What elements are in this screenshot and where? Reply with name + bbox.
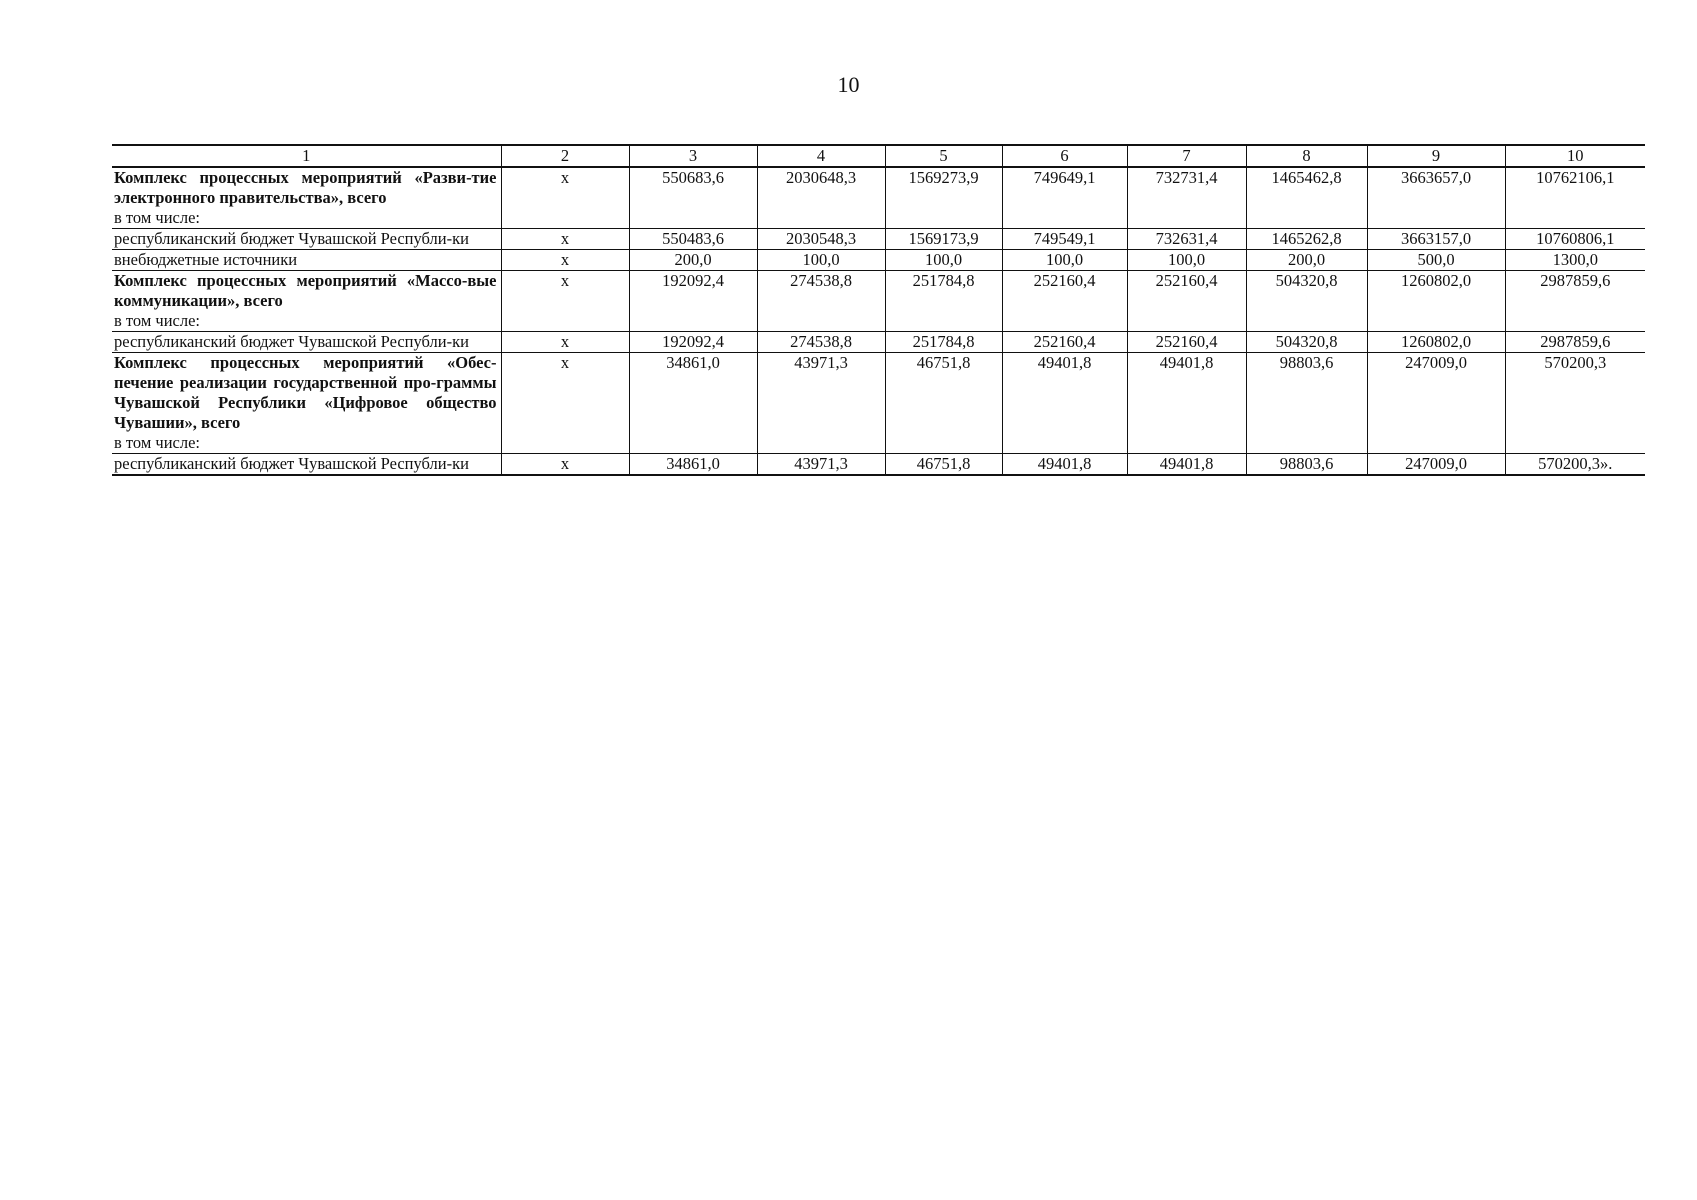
table-body: [112, 167, 1645, 475]
value-cell-col-4: 274538,8: [757, 332, 885, 353]
value-cell-col-3: 550483,6: [629, 229, 757, 250]
column-header-7: 7: [1127, 145, 1246, 167]
column-header-9: 9: [1367, 145, 1505, 167]
value-cell-col-4: 274538,8: [757, 271, 885, 332]
value-cell-col-8: 504320,8: [1246, 332, 1367, 353]
value-cell-col-2: x: [501, 454, 629, 476]
value-cell-col-4: 100,0: [757, 250, 885, 271]
value-cell-col-4: 43971,3: [757, 353, 885, 454]
value-cell-col-9: 1260802,0: [1367, 271, 1505, 332]
value-cell-col-10: 2987859,6: [1505, 271, 1645, 332]
value-cell-col-10: 10760806,1: [1505, 229, 1645, 250]
value-cell-col-7: 732631,4: [1127, 229, 1246, 250]
table-row: [112, 332, 1645, 353]
value-cell-col-7: 252160,4: [1127, 332, 1246, 353]
row-name: внебюджетные источники: [114, 250, 298, 269]
value-cell-col-2: x: [501, 353, 629, 454]
value-cell-col-5: 100,0: [885, 250, 1002, 271]
value-cell-col-3: 200,0: [629, 250, 757, 271]
row-name: Комплекс процессных мероприятий «Обес-печение реализации государственной про-граммы Чувашской Республики «Цифровое общество Чувашии», всего: [114, 353, 497, 432]
value-cell-col-6: 252160,4: [1002, 332, 1127, 353]
column-header-1: 1: [112, 145, 501, 167]
budget-table: [112, 144, 1645, 476]
row-subtitle: в том числе:: [114, 208, 201, 227]
value-cell-col-2: x: [501, 332, 629, 353]
row-name-cell: [112, 454, 501, 476]
column-header-6: 6: [1002, 145, 1127, 167]
row-name-cell: [112, 250, 501, 271]
value-cell-col-8: 1465262,8: [1246, 229, 1367, 250]
value-cell-col-7: 732731,4: [1127, 167, 1246, 229]
value-cell-col-2: x: [501, 271, 629, 332]
value-cell-col-3: 192092,4: [629, 332, 757, 353]
value-cell-col-8: 98803,6: [1246, 454, 1367, 476]
value-cell-col-5: 251784,8: [885, 332, 1002, 353]
value-cell-col-9: 3663157,0: [1367, 229, 1505, 250]
value-cell-col-5: 46751,8: [885, 353, 1002, 454]
table-row: [112, 229, 1645, 250]
value-cell-col-3: 192092,4: [629, 271, 757, 332]
value-cell-col-5: 1569173,9: [885, 229, 1002, 250]
row-name-cell: [112, 271, 501, 332]
value-cell-col-5: 46751,8: [885, 454, 1002, 476]
row-name: республиканский бюджет Чувашской Республи-ки: [114, 454, 469, 473]
row-name-cell: [112, 229, 501, 250]
value-cell-col-3: 550683,6: [629, 167, 757, 229]
table-row: [112, 271, 1645, 332]
column-header-2: 2: [501, 145, 629, 167]
table-row: [112, 167, 1645, 229]
value-cell-col-3: 34861,0: [629, 454, 757, 476]
value-cell-col-8: 1465462,8: [1246, 167, 1367, 229]
value-cell-col-5: 251784,8: [885, 271, 1002, 332]
table-row: [112, 250, 1645, 271]
row-name: республиканский бюджет Чувашской Республи-ки: [114, 229, 469, 248]
value-cell-col-10: 570200,3: [1505, 353, 1645, 454]
column-header-4: 4: [757, 145, 885, 167]
value-cell-col-7: 100,0: [1127, 250, 1246, 271]
value-cell-col-9: 247009,0: [1367, 454, 1505, 476]
row-subtitle: в том числе:: [114, 433, 201, 452]
value-cell-col-3: 34861,0: [629, 353, 757, 454]
row-name: Комплекс процессных мероприятий «Массо-вые коммуникации», всего: [114, 271, 497, 310]
header-row: [112, 145, 1645, 167]
value-cell-col-2: x: [501, 229, 629, 250]
value-cell-col-5: 1569273,9: [885, 167, 1002, 229]
value-cell-col-10: 570200,3».: [1505, 454, 1645, 476]
value-cell-col-8: 200,0: [1246, 250, 1367, 271]
value-cell-col-4: 2030648,3: [757, 167, 885, 229]
column-header-8: 8: [1246, 145, 1367, 167]
value-cell-col-6: 749549,1: [1002, 229, 1127, 250]
value-cell-col-8: 504320,8: [1246, 271, 1367, 332]
row-name: Комплекс процессных мероприятий «Разви-тие электронного правительства», всего: [114, 168, 497, 207]
table-header: [112, 145, 1645, 167]
value-cell-col-10: 10762106,1: [1505, 167, 1645, 229]
value-cell-col-4: 2030548,3: [757, 229, 885, 250]
column-header-10: 10: [1505, 145, 1645, 167]
value-cell-col-6: 252160,4: [1002, 271, 1127, 332]
value-cell-col-9: 247009,0: [1367, 353, 1505, 454]
value-cell-col-7: 49401,8: [1127, 454, 1246, 476]
page-number: 10: [837, 72, 860, 97]
value-cell-col-6: 49401,8: [1002, 353, 1127, 454]
column-header-3: 3: [629, 145, 757, 167]
row-name-cell: [112, 167, 501, 229]
row-name: республиканский бюджет Чувашской Республи-ки: [114, 332, 469, 351]
value-cell-col-4: 43971,3: [757, 454, 885, 476]
row-name-cell: [112, 353, 501, 454]
value-cell-col-9: 500,0: [1367, 250, 1505, 271]
row-name-cell: [112, 332, 501, 353]
value-cell-col-10: 1300,0: [1505, 250, 1645, 271]
column-header-5: 5: [885, 145, 1002, 167]
value-cell-col-9: 3663657,0: [1367, 167, 1505, 229]
value-cell-col-6: 100,0: [1002, 250, 1127, 271]
value-cell-col-6: 49401,8: [1002, 454, 1127, 476]
table-row: [112, 353, 1645, 454]
value-cell-col-7: 49401,8: [1127, 353, 1246, 454]
row-subtitle: в том числе:: [114, 311, 201, 330]
value-cell-col-2: x: [501, 250, 629, 271]
value-cell-col-8: 98803,6: [1246, 353, 1367, 454]
value-cell-col-7: 252160,4: [1127, 271, 1246, 332]
value-cell-col-6: 749649,1: [1002, 167, 1127, 229]
value-cell-col-10: 2987859,6: [1505, 332, 1645, 353]
value-cell-col-9: 1260802,0: [1367, 332, 1505, 353]
value-cell-col-2: x: [501, 167, 629, 229]
table-row: [112, 454, 1645, 476]
